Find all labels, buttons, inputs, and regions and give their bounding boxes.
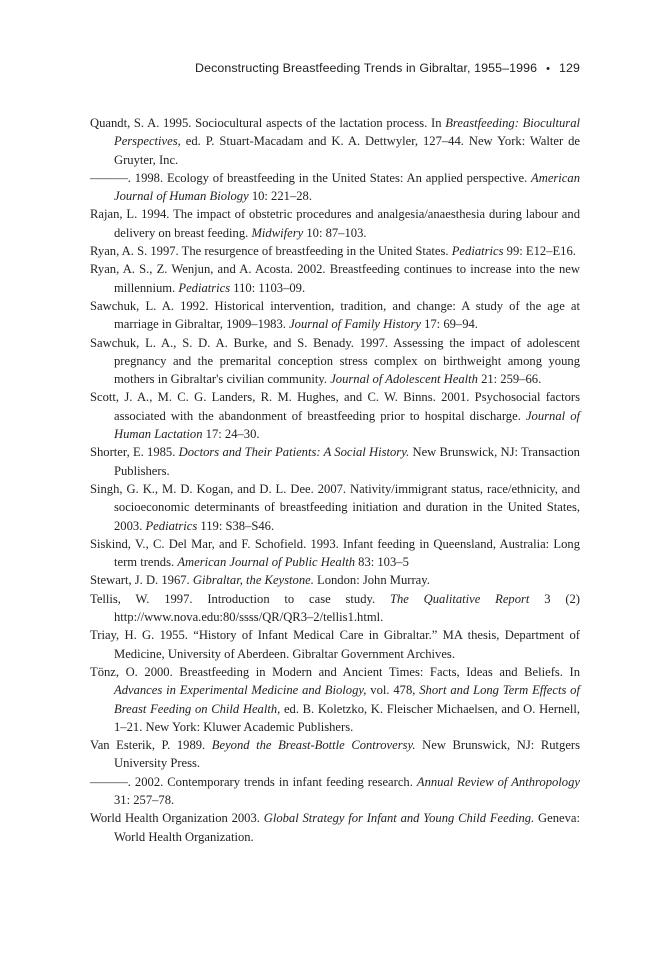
reference-text: New Brunswick, NJ: Transaction Publishers.: [114, 445, 580, 478]
reference-entry: [90, 480, 580, 535]
reference-title: Global Strategy for Infant and Young Child Feeding.: [263, 811, 535, 826]
reference-entry: [90, 242, 580, 260]
reference-text: Sawchuk, L. A., S. D. A. Burke, and S. Benady. 1997. Assessing the impact of adolescent pregnancy and the premarital conception stress complex on birthweight among young mothers in Gibraltar's civilian community.: [90, 335, 580, 387]
reference-title: Gibraltar, the Keystone.: [192, 573, 314, 588]
reference-entry: [90, 626, 580, 663]
reference-text: Tellis, W. 1997. Introduction to case study.: [90, 591, 390, 606]
reference-entry: [90, 114, 580, 169]
reference-text: New Brunswick, NJ: Rutgers University Press.: [114, 738, 581, 771]
running-title: Deconstructing Breastfeeding Trends in Gibraltar, 1955–1996: [195, 61, 538, 75]
reference-title: Annual Review of Anthropology: [416, 774, 580, 789]
reference-title: Doctors and Their Patients: A Social History.: [178, 445, 410, 460]
reference-text: 83: 103–5: [355, 555, 409, 570]
reference-text: World Health Organization 2003.: [90, 811, 264, 826]
reference-title: Beyond the Breast-Bottle Controversy.: [211, 738, 416, 753]
reference-title: Midwifery: [251, 225, 304, 240]
reference-text: Siskind, V., C. Del Mar, and F. Schofield. 1993. Infant feeding in Queensland, Australia: Long term trends.: [90, 536, 580, 570]
reference-title: Short and Long Term Effects of Breast Feeding on Child Health,: [114, 683, 580, 716]
reference-text: 10: 87–103.: [303, 225, 367, 240]
reference-entry: [90, 736, 580, 773]
reference-entry: [90, 297, 580, 334]
reference-text: 31: 257–78.: [114, 792, 175, 807]
reference-entry: [90, 571, 580, 589]
page-number: 129: [559, 61, 580, 75]
reference-text: 21: 259–66.: [477, 372, 542, 387]
reference-entry: [90, 590, 580, 627]
reference-text: ———. 2002. Contemporary trends in infant feeding research.: [90, 774, 417, 789]
reference-entry: [90, 205, 580, 242]
reference-text: Stewart, J. D. 1967.: [90, 573, 193, 588]
running-head: [90, 61, 580, 75]
reference-entry: [90, 809, 580, 846]
bullet-separator: •: [546, 63, 551, 75]
reference-text: 3 (2) http://www.nova.edu:80/ssss/QR/QR3–2/tellis1.html.: [114, 591, 581, 625]
reference-entry: [90, 334, 580, 389]
reference-text: Triay, H. G. 1955. “History of Infant Medical Care in Gibraltar.” MA thesis, Department of Medicine, University of Aberdeen. Gibraltar Government Archives.: [90, 628, 580, 661]
reference-text: Geneva: World Health Organization.: [114, 811, 580, 844]
reference-text: Sawchuk, L. A. 1992. Historical intervention, tradition, and change: A study of the age at marriage in Gibraltar, 1909–1983.: [90, 298, 580, 332]
reference-text: Tönz, O. 2000. Breastfeeding in Modern and Ancient Times: Facts, Ideas and Beliefs. In: [90, 664, 580, 679]
reference-text: Quandt, S. A. 1995. Sociocultural aspects of the lactation process. In: [90, 116, 446, 130]
reference-title: Pediatrics: [451, 244, 504, 259]
reference-text: Shorter, E. 1985.: [90, 445, 179, 460]
reference-title: American Journal of Public Health: [177, 555, 355, 570]
reference-title: Journal of Family History: [289, 317, 421, 332]
reference-text: 17: 24–30.: [202, 427, 260, 442]
reference-text: 110: 1103–09.: [230, 280, 306, 295]
reference-text: 119: S38–S46.: [197, 518, 275, 533]
reference-entry: [90, 260, 580, 297]
reference-title: American Journal of Human Biology: [114, 170, 580, 204]
reference-entry: [90, 388, 580, 443]
reference-title: Pediatrics: [145, 518, 198, 533]
reference-text: 10: 221–28.: [248, 189, 312, 204]
reference-entry: [90, 773, 580, 810]
reference-text: Singh, G. K., M. D. Kogan, and D. L. Dee. 2007. Nativity/immigrant status, race/ethnicity, and socioeconomic determinants of breastfeeding initiation and duration in the United States, 2003.: [90, 481, 580, 533]
reference-entry: [90, 663, 580, 736]
reference-text: London: John Murray.: [313, 573, 430, 588]
reference-text: Scott, J. A., M. C. G. Landers, R. M. Hughes, and C. W. Binns. 2001. Psychosocial factors associated with the abandonment of breastfeeding prior to hospital discharge.: [90, 390, 580, 423]
reference-text: ed. P. Stuart-Macadam and K. A. Dettwyler, 127–44. New York: Walter de Gruyter, Inc.: [114, 134, 580, 167]
reference-entry: [90, 535, 580, 572]
reference-text: Ryan, A. S. 1997. The resurgence of breastfeeding in the United States.: [90, 244, 452, 259]
reference-text: 99: E12–E16.: [503, 244, 576, 259]
reference-text: 17: 69–94.: [420, 317, 478, 332]
reference-text: vol. 478,: [366, 683, 420, 698]
reference-text: ———. 1998. Ecology of breastfeeding in the United States: An applied perspective.: [90, 170, 532, 185]
reference-title: Pediatrics: [178, 280, 231, 295]
reference-entry: [90, 443, 580, 480]
reference-title: Journal of Adolescent Health: [330, 372, 478, 387]
reference-text: Rajan, L. 1994. The impact of obstetric procedures and analgesia/anaesthesia during labour and delivery on breast feeding.: [90, 207, 580, 240]
reference-title: The Qualitative Report: [389, 591, 530, 606]
reference-entry: [90, 169, 580, 206]
reference-text: ed. B. Koletzko, K. Fleischer Michaelsen, and O. Hernell, 1–21. New York: Kluwer Academic Publishers.: [114, 701, 580, 734]
reference-title: Breastfeeding: Biocultural Perspectives,: [114, 116, 580, 149]
reference-list: [90, 114, 580, 846]
reference-text: Van Esterik, P. 1989.: [90, 738, 212, 753]
reference-title: Advances in Experimental Medicine and Biology,: [114, 683, 367, 698]
reference-text: Ryan, A. S., Z. Wenjun, and A. Acosta. 2002. Breastfeeding continues to increase into the new millennium.: [90, 262, 580, 295]
reference-title: Journal of Human Lactation: [114, 408, 581, 442]
